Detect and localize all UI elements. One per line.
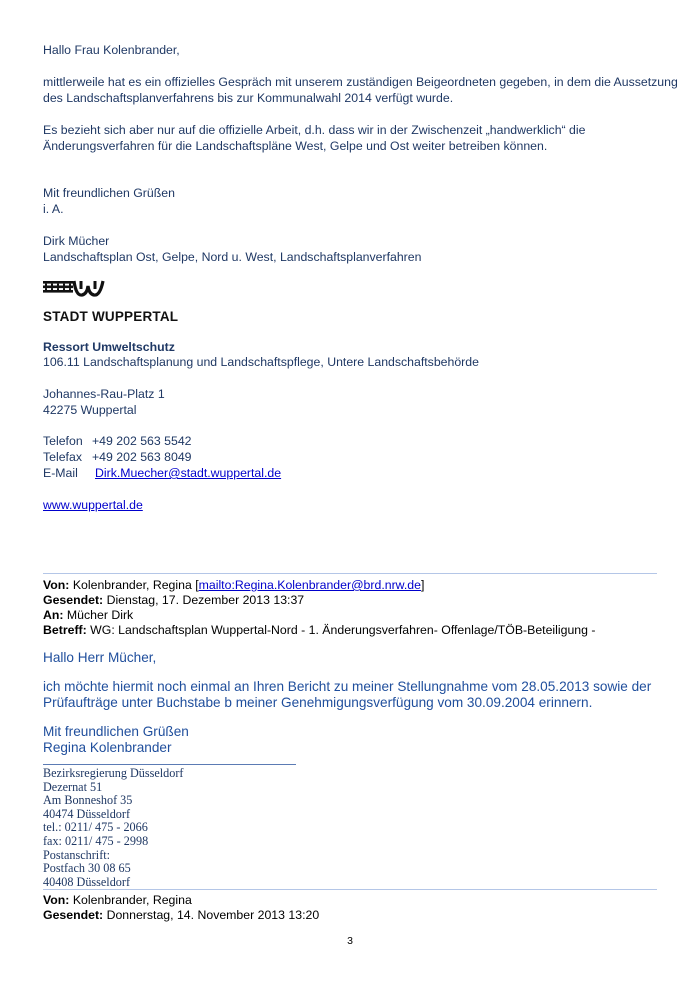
message-closing: Mit freundlichen Grüßen: [43, 724, 189, 739]
sent-label-2: Gesendet:: [43, 908, 104, 922]
ia-label: i. A.: [43, 202, 64, 216]
signature-line: Bezirksregierung Düsseldorf: [43, 766, 184, 780]
closing: Mit freundlichen Grüßen: [43, 186, 175, 200]
ressort-title: Ressort Umweltschutz: [43, 340, 175, 354]
sender-role: Landschaftsplan Ost, Gelpe, Nord u. West, Landschaftsplanverfahren: [43, 250, 422, 264]
message-sender-name: Regina Kolenbrander: [43, 740, 172, 755]
signature-line: Postfach 30 08 65: [43, 861, 131, 876]
fax-label: Telefax: [43, 450, 82, 464]
subject-row: [43, 623, 596, 639]
phone-label: Telefon: [43, 434, 83, 448]
department: 106.11 Landschaftsplanung und Landschaftspflege, Untere Landschaftsbehörde: [43, 355, 479, 369]
message-greeting: Hallo Herr Mücher,: [43, 650, 157, 665]
from-row: [43, 578, 424, 594]
signature-line: 40474 Düsseldorf: [43, 806, 130, 821]
message-body-line-1: ich möchte hiermit noch einmal an Ihren Bericht zu meiner Stellungnahme vom 28.05.2013 sowie der: [43, 679, 652, 694]
page-number: 3: [347, 935, 353, 947]
from-mailto-link[interactable]: mailto:Regina.Kolenbrander@brd.nrw.de: [198, 578, 421, 592]
paragraph-1-line-2: des Landschaftsplanverfahrens bis zur Kommunalwahl 2014 verfügt wurde.: [43, 91, 454, 105]
to-label: An:: [43, 608, 64, 622]
phone-value: +49 202 563 5542: [92, 434, 192, 448]
subject-value: WG: Landschaftsplan Wuppertal-Nord - 1. Änderungsverfahren- Offenlage/TÖB-Beteiligung -: [90, 623, 596, 637]
from-close: ]: [420, 578, 425, 592]
address-street: Johannes-Rau-Platz 1: [43, 387, 165, 401]
address-city: 42275 Wuppertal: [43, 403, 137, 417]
paragraph-2-line-2: Änderungsverfahren für die Landschaftspläne West, Gelpe und Ost weiter betreiben können.: [43, 139, 548, 153]
to-row: [43, 608, 133, 624]
fax-row: [43, 449, 192, 465]
sent-label: Gesendet:: [43, 593, 104, 607]
email-row: [43, 465, 281, 481]
sender-name: Dirk Mücher: [43, 234, 110, 248]
phone-row: [43, 433, 192, 449]
from-label: Von:: [43, 578, 70, 592]
paragraph-2-line-1: Es bezieht sich aber nur auf die offizielle Arbeit, d.h. dass wir in der Zwischenzeit „handwerklich“ die: [43, 123, 586, 137]
sent-row: [43, 593, 304, 609]
email-label: E-Mail: [43, 466, 78, 480]
greeting: Hallo Frau Kolenbrander,: [43, 43, 180, 57]
sent-value: Dienstag, 17. Dezember 2013 13:37: [106, 593, 305, 607]
header-separator: [43, 573, 657, 574]
org-name: STADT WUPPERTAL: [43, 309, 179, 324]
sent-row-2: [43, 908, 319, 924]
to-value: Mücher Dirk: [66, 608, 134, 622]
email-link[interactable]: Dirk.Muecher@stadt.wuppertal.de: [95, 466, 282, 480]
paragraph-1: [43, 74, 678, 106]
signature-line: tel.: 0211/ 475 - 2066: [43, 820, 148, 835]
header-separator-2: [43, 889, 657, 890]
signature-line: fax: 0211/ 475 - 2998: [43, 833, 149, 848]
paragraph-1-line-1: mittlerweile hat es ein offizielles Gespräch mit unserem zuständigen Beigeordneten gegeben, in dem die Aussetzung: [43, 75, 678, 89]
signature-line: Am Bonneshof 35: [43, 793, 133, 808]
from-row-2: [43, 893, 192, 909]
wuppertal-logo-icon: [43, 280, 107, 303]
from-value-2: Kolenbrander, Regina: [72, 893, 192, 907]
sent-value-2: Donnerstag, 14. November 2013 13:20: [106, 908, 320, 922]
signature-line: Dezernat 51: [43, 779, 103, 794]
fax-value: +49 202 563 8049: [92, 450, 192, 464]
from-label-2: Von:: [43, 893, 70, 907]
website-link[interactable]: www.wuppertal.de: [43, 498, 143, 512]
paragraph-2: [43, 122, 585, 154]
subject-label: Betreff:: [43, 623, 87, 637]
from-name: Kolenbrander, Regina [: [72, 578, 199, 592]
signature-divider: [43, 764, 296, 765]
signature-line: Postanschrift:: [43, 847, 111, 862]
signature-block: [43, 767, 183, 889]
signature-line: 40408 Düsseldorf: [43, 874, 130, 889]
message-body-line-2: Prüfaufträge unter Buchstabe b meiner Genehmigungsverfügung vom 30.09.2004 erinnern.: [43, 695, 593, 710]
